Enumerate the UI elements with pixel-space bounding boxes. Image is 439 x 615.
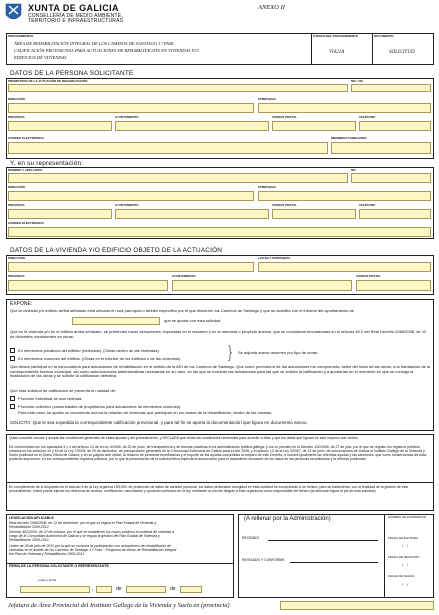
promoter-field[interactable] — [8, 84, 348, 92]
annex-summary-note: Se adjunta anexo-resumen por tipo de obras. — [238, 350, 319, 355]
date-separator-de-2: de — [170, 586, 176, 592]
dwelling-parish-label: LUGAR Y PARROQUIA — [258, 256, 291, 260]
rep-nif-field[interactable] — [351, 173, 431, 183]
exposition-paragraph-2: Que en la vivienda y/o en el edificio arriba señalado, se pretenden hacer actuaciones, expuestas en el resumen y en la memoria o proyecto anexos, que se consideran encuadradas en el artículo 45.2 del Real Decreto 2066/2008, de 12 de diciembre consistentes en obras: — [10, 329, 427, 339]
family-members-field[interactable] — [331, 142, 431, 154]
rep-phone-label: TELÉFONO — [359, 203, 376, 207]
promoter-label: PROMOTORA DE LA ACTUACIÓN DE REHABILITACIÓN — [8, 79, 88, 83]
procedure-code-value: VI421A — [329, 50, 345, 55]
declaration-1: Quien suscribe conoce y acepta las condiciones generales de estas ayudas y del procedimiento, y DECLARA que reúne las condiciones necesarias para acceder a ellas y que los datos que figuran en este impreso son ciertos. — [9, 436, 359, 440]
footer-province-field[interactable] — [280, 601, 434, 610]
exposition-title: EXPONE: — [10, 301, 33, 307]
rep-address-label: DIRECCIÓN — [8, 185, 25, 189]
applicant-email-field[interactable] — [8, 142, 328, 154]
document-label: DOCUMENTO — [374, 34, 394, 38]
family-members-label: MIEMBROS FAMILIARES — [331, 136, 367, 140]
collective-promoter-note: Para este caso, se aporta un documento acerca la relación de viviendas que participan en los costes de la rehabilitación, dentro de las mismas. — [18, 410, 273, 415]
exit-date-slashes: / / — [402, 583, 408, 587]
legislation-2: Decreto 402/2009, de 22 de octubre, por el que se establecen los cupos públicos en materia de vivienda a cargo de la Comunidad Autónoma de Galicia y se regula la gestión del Plan Estatal de Vivienda y Rehabilitación 2009-2012. — [9, 530, 174, 542]
exposition-paragraph-3: Que desea participar en la convocatoria para actuaciones de rehabilitación en el ámbito de la ARI de los Caminos de Santiago. Que como promotor/a de las actuaciones me comprometo, antes del inicio de las obras, a la tramitación de la correspondiente licencia municipal, así como autorizaciones administrativas necesarias en su caso, en las que se incluirán las actuaciones para las que se solicita la calificación y a aportarlas en el momento en que se consiga la finalización de las obras y se solicite la calificación definitiva. — [10, 364, 431, 379]
date-separator-de-1: de — [116, 586, 122, 592]
applicant-council-label: AYUNTAMIENTO — [115, 115, 139, 119]
place-field[interactable] — [20, 586, 90, 593]
applicant-address-field[interactable] — [8, 103, 254, 113]
individual-promoter-label: Promotor individual de una vivienda. — [18, 395, 83, 401]
rep-email-field[interactable] — [8, 227, 431, 237]
file-number-label: NÚMERO DE EXPEDIENTE — [388, 515, 427, 519]
rep-parish-label: PARROQUIA — [258, 185, 277, 189]
dwelling-council-field[interactable] — [172, 280, 352, 291]
applicant-nif-field[interactable] — [351, 84, 431, 92]
footer-text: Jefatura de Área Provincial del Instituto Gallego de la Vivienda y Suelo en (provincia) — [8, 602, 230, 609]
signature-label: FIRMA DE LA PERSONA SOLICITANTE O REPRESENTANTE — [9, 564, 109, 568]
collective-promoter-label: Promotor colectivo (comunidades de propietarios para actuaciones de elementos comunes). — [18, 403, 182, 409]
applicant-phone-field[interactable] — [359, 121, 431, 131]
request-text: SOLICITA: Que le sea expedida la correspondiente calificación provisional, y para tal fin se aporta la documentación que figura en documento anexo. — [10, 420, 308, 425]
registration-date-slashes: / / — [402, 563, 408, 567]
exposition-paragraph-1: Que la vivienda y/o edificio arriba señalado está ubicado en una parroquia o ámbito específico por el que discurren los Caminos de Santiago y que se acredita con el informe del ayuntamiento de — [10, 308, 354, 313]
dwelling-council-label: AYUNTAMIENTO — [172, 274, 196, 278]
dwelling-province-label: PROVINCIA — [8, 274, 25, 278]
declaration-3: En cumplimiento de lo dispuesto en el artículo 5 de la Ley orgánica 15/1999, de protección de datos de carácter personal, los datos personales recogidos en esta solicitud se incorporarán a un fichero, para su tratamiento, con la finalidad de la gestión de este procedimiento. Usted puede ejercer los derechos de acceso, rectificación, cancelación y oposición previstos en la ley, mediante un escrito dirigido a este organismo como responsable del fichero (la dirección figura al pie de esta solicitud). — [9, 485, 409, 493]
exit-date-label: FECHA DE SALIDA — [388, 574, 415, 578]
reviewed-label: REVISADO Y CONFORME — [242, 558, 285, 562]
department-line-1: CONSELLERÍA DE MEDIO AMBIENTE, — [28, 12, 123, 19]
org-name: XUNTA DE GALICIA — [28, 3, 119, 13]
applicant-province-field[interactable] — [8, 121, 112, 131]
representative-section-title: Y, en su representación: — [10, 160, 84, 167]
entry-date-slashes: / / — [402, 544, 408, 548]
rep-phone-field[interactable] — [359, 209, 431, 219]
rep-address-field[interactable] — [8, 191, 254, 201]
legislation-title: LEGISLACIÓN APLICABLE — [9, 516, 54, 520]
applicant-parish-label: PARROQUIA — [258, 97, 277, 101]
applicant-postal-label: CÓDIGO POSTAL — [272, 115, 297, 119]
signature-field[interactable] — [9, 569, 229, 576]
private-elements-label: En elementos privativos del edificio (viviendas). (Obras dentro de las viviendas). — [18, 347, 160, 353]
date-separator-comma: , — [92, 586, 94, 592]
applicant-phone-label: TELÉFONO — [359, 115, 376, 119]
received-label: RECIBIDO — [242, 536, 259, 540]
rep-name-label: NOMBRE Y APELLIDOS — [8, 168, 42, 172]
procedure-line-1: ÁREA DE REHABILITACIÓN INTEGRAL DE LOS CAMINOS DE SANTIAGO 1.ª FASE — [14, 41, 174, 46]
day-field[interactable] — [96, 586, 112, 593]
year-field[interactable] — [180, 586, 202, 593]
rep-province-label: PROVINCIA — [8, 203, 25, 207]
dwelling-section-title: DATOS DE LA VIVIENDA Y/O EDIFICIO OBJETO DE LA ACTUACIÓN — [10, 247, 223, 254]
dwelling-parish-field[interactable] — [258, 262, 431, 272]
rep-council-field[interactable] — [115, 209, 269, 219]
dwelling-postal-label: CÓDIGO POSTAL — [356, 274, 381, 278]
applicant-council-field[interactable] — [115, 121, 269, 131]
dwelling-address-field[interactable] — [8, 262, 254, 272]
annex-label: ANEXO II — [258, 4, 285, 11]
entry-date-label: FECHA DE ENTRADA — [388, 536, 419, 540]
brace-icon — [228, 345, 232, 361]
xunta-logo — [5, 3, 22, 23]
legislation-3: Orden de 29 de julio de 2011 por la que se convoca la participación con actuaciones de rehabilitación de viviendas en el ámbito de los Caminos de Santiago 1.ª Fase - Programa de Áreas de Rehabilitación Integral del Plan de Vivienda y Rehabilitación 2009-2012. — [9, 544, 177, 556]
dwelling-province-field[interactable] — [8, 280, 168, 291]
procedure-code-label: CÓDIGO DEL PROCEDIMIENTO — [313, 34, 359, 38]
collective-promoter-checkbox[interactable] — [10, 404, 15, 409]
procedure-line-3: EDIFICIOS DE VIVIENDAS — [14, 55, 67, 60]
procedure-line-2: CALIFICACIÓN PROVISIONAL PARA ACTUACIONES DE REHABILITACIÓN EN VIVIENDAS Y/O — [14, 48, 199, 53]
procedure-label: PROCEDIMIENTO — [8, 34, 34, 38]
applicant-postal-field[interactable] — [272, 121, 356, 131]
applicant-province-label: PROVINCIA — [8, 115, 25, 119]
place-date-label: Lugar y fecha — [38, 578, 57, 582]
council-report-field[interactable] — [72, 317, 160, 325]
applicant-address-label: DIRECCIÓN — [8, 97, 25, 101]
dwelling-address-label: DIRECCIÓN — [8, 256, 25, 260]
rep-province-field[interactable] — [8, 209, 112, 219]
rep-parish-field[interactable] — [258, 191, 431, 201]
rep-postal-field[interactable] — [272, 209, 356, 219]
exposition-paragraph-1-tail: que se aporta con esta solicitud. — [164, 318, 222, 323]
applicant-parish-field[interactable] — [258, 103, 431, 113]
rep-council-label: AYUNTAMIENTO — [115, 203, 139, 207]
document-value: SOLICITUD — [389, 50, 415, 55]
exposition-paragraph-4: Que esta solicitud de calificación se presenta en calidad de: — [10, 388, 117, 393]
registration-date-label: FECHA DE REGISTRO — [388, 555, 420, 559]
applicant-section-title: DATOS DE LA PERSONA SOLICITANTE — [10, 70, 134, 77]
month-field[interactable] — [126, 586, 166, 593]
dwelling-postal-field[interactable] — [356, 280, 431, 291]
individual-promoter-checkbox[interactable] — [10, 396, 15, 401]
department-line-2: TERRITORIO E INFRAESTRUCTURAS — [28, 18, 124, 24]
rep-email-label: CORREO ELECTRÓNICO — [8, 221, 44, 225]
applicant-email-label: CORREO ELECTRÓNICO — [8, 136, 44, 140]
rep-postal-label: CÓDIGO POSTAL — [272, 203, 297, 207]
common-elements-label: En elementos comunes del edificio. (Obras en el exterior de los edificios o de las viviendas). — [18, 355, 182, 361]
legislation-1: Real decreto 2066/2008, de 12 de diciembre, por el que se regula el Plan Estatal de Vivienda y Rehabilitación 2009-2012. — [9, 521, 157, 529]
admin-title: (A rellenar por la Administración) — [244, 516, 331, 522]
declaration-2: De conformidad con los apartados 3 y 4 del artículo 13 de la Ley 4/2006, de 30 de junio, de transparencia y de buenas prácticas en la administración pública gallega; y con lo previsto en el Decreto 132/2006, de 27 de julio, por el que se regulan los registros públicos creados en los artículos 44 y 45 de la Ley 7/2005, de 29 de diciembre, de presupuestos generales de la Comunidad Autónoma de Galicia para el año 2006, y el artículo 13 de la Ley 9/2007, de 13 de junio, de subvenciones de Galicia el Instituto Gallego de la Vivienda y Suelo publicará en el Diario Oficial de Galicia, y en su página web oficial, la relación de personas beneficiarias y el importe de las ayudas concedidas al amparo de este Decreto, e incluirá igualmente las referidas ayudas y las sanciones, que como consecuencia de ellas pudieran imponerse, en los correspondientes registros públicos, por lo que la presentación de la solicitud lleva implícita la autorización para el tratamiento necesario de los datos de las personas beneficiarias y la referida publicidad. — [9, 445, 427, 461]
common-elements-checkbox[interactable] — [10, 356, 15, 361]
private-elements-checkbox[interactable] — [10, 348, 15, 353]
rep-name-field[interactable] — [8, 173, 348, 183]
rep-nif-label: NIF — [351, 168, 356, 172]
applicant-nif-label: NIF / CIF — [351, 79, 364, 83]
